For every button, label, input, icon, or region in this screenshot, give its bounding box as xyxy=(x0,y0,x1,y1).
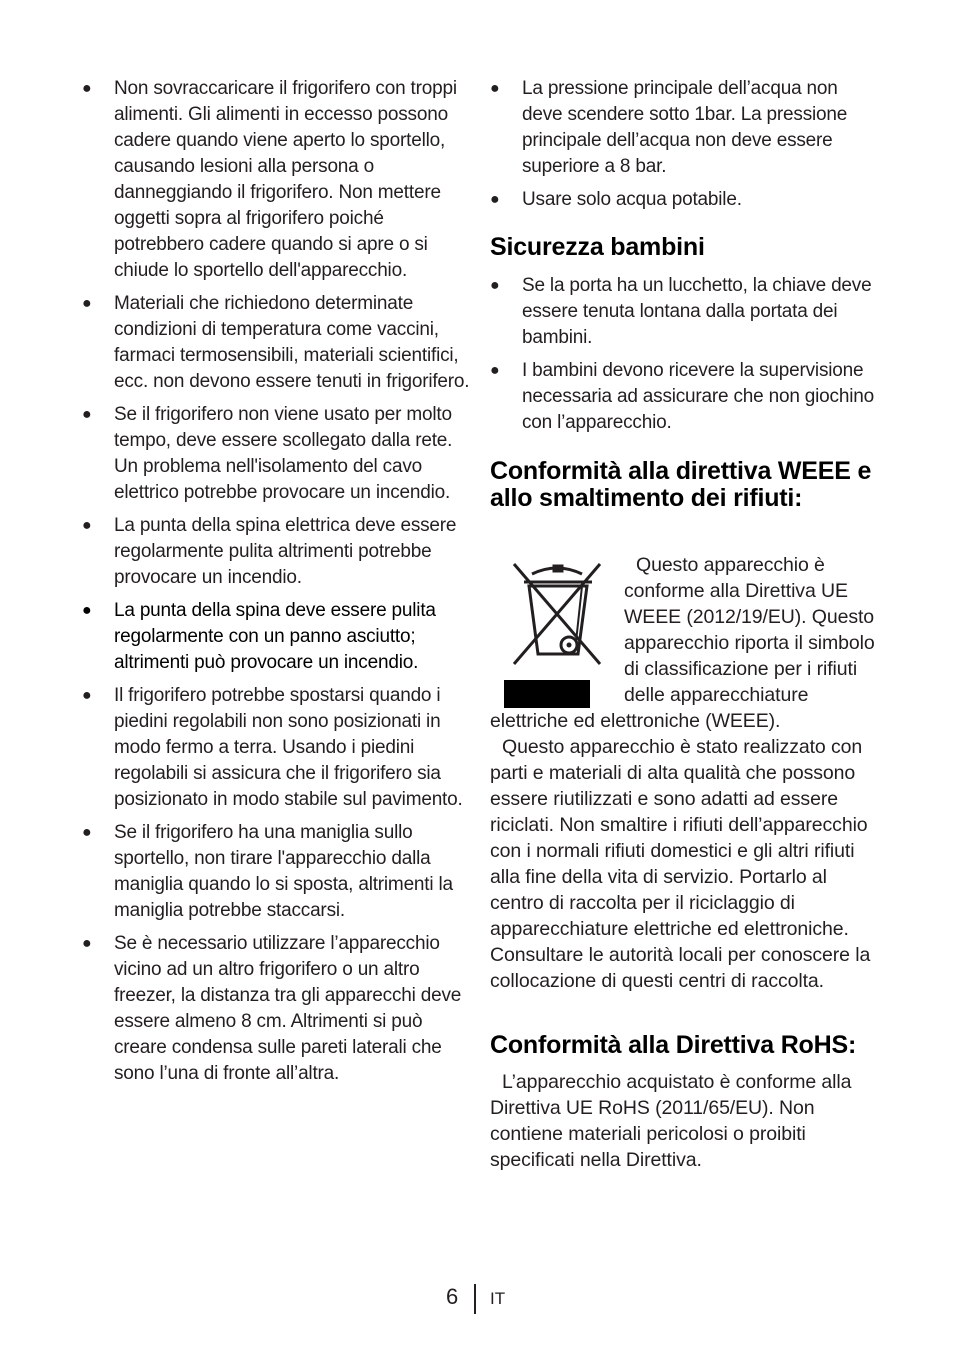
weee-heading: Conformità alla direttiva WEEE e allo smaltimento dei rifiuti: xyxy=(490,457,872,512)
bullet-icon: ● xyxy=(82,824,92,841)
list-item: ● Se è necessario utilizzare l’apparecchio vicino ad un altro frigorifero o un altro freezer, la distanza tra gli apparecchi deve essere almeno 8 cm. Altrimenti si può creare condensa sulle pareti laterali che sono l’una di fronte all’altra. xyxy=(82,933,462,1084)
water-bullet-list xyxy=(490,76,876,213)
rohs-heading: Conformità alla Direttiva RoHS: xyxy=(490,1031,857,1059)
bullet-icon: ● xyxy=(490,362,500,379)
list-item: ● Se il frigorifero ha una maniglia sullo sportello, non tirare l'apparecchio dalla maniglia quando lo si sposta, altrimenti la maniglia potrebbe staccarsi. xyxy=(82,822,453,921)
left-bullet-list xyxy=(82,76,470,1087)
left-column xyxy=(82,76,470,1094)
footer-divider xyxy=(474,1284,476,1314)
bullet-icon: ● xyxy=(82,406,92,423)
weee-paragraph-1: Questo apparecchio è conforme alla Direttiva UE WEEE (2012/19/EU). Questo apparecchio riporta il simbolo di classificazione per i rifiuti delle apparecchiature elettriche ed elettroniche (WEEE). xyxy=(490,554,875,732)
weee-paragraph-2: Questo apparecchio è stato realizzato con parti e materiali di alta qualità che possono essere riutilizzati e sono adatti ad essere riciclati. Non smaltire i rifiuti dell’apparecchio con i normali rifiuti domestici e gli altri rifiuti alla fine della vita di servizio. Portarlo al centro di raccolta per il riciclaggio di apparecchiature elettriche ed elettroniche. Consultare le autorità locali per conoscere la collocazione di questi centri di raccolta. xyxy=(490,736,871,992)
right-column xyxy=(490,76,876,1173)
bullet-icon: ● xyxy=(490,277,500,294)
list-item: ● Usare solo acqua potabile. xyxy=(490,187,876,213)
list-item: ● Il frigorifero potrebbe spostarsi quando i piedini regolabili non sono posizionati in modo fermo a terra. Usando i piedini regolabili si assicura che il frigorifero sia posizionato in modo stabile sul pavimento. xyxy=(82,685,463,810)
bullet-icon: ● xyxy=(490,191,500,208)
child-safety-heading: Sicurezza bambini xyxy=(490,233,705,261)
crossed-out-wheelie-bin-icon xyxy=(502,556,614,708)
bullet-icon: ● xyxy=(82,295,92,312)
list-item: ● I bambini devono ricevere la supervisione necessaria ad assicurare che non giochino con l’apparecchio. xyxy=(490,360,874,433)
bullet-icon: ● xyxy=(82,517,92,534)
child-safety-bullet-list xyxy=(490,273,876,436)
bullet-icon: ● xyxy=(82,602,92,619)
list-item: ● Materiali che richiedono determinate condizioni di temperatura come vaccini, farmaci termosensibili, materiali scientifici, ecc. non devono essere tenuti in frigorifero. xyxy=(82,293,470,392)
bullet-icon: ● xyxy=(490,80,500,97)
list-item: ● Non sovraccaricare il frigorifero con troppi alimenti. Gli alimenti in eccesso possono cadere quando viene aperto lo sportello, causando lesioni alla persona o danneggiando il frigorifero. Non mettere oggetti sopra al frigorifero poiché potrebbero cadere quando si apre o si chiude lo sportello dell'apparecchio. xyxy=(82,78,457,281)
page-number: 6 xyxy=(446,1284,459,1309)
language-code: IT xyxy=(490,1289,506,1308)
weee-section xyxy=(490,552,876,994)
list-item: ● La punta della spina deve essere pulita regolarmente con un panno asciutto; altrimenti può provocare un incendio. xyxy=(82,600,436,673)
list-item: ● Se il frigorifero non viene usato per molto tempo, deve essere scollegato dalla rete. Un problema nell'isolamento del cavo elettrico potrebbe provocare un incendio. xyxy=(82,404,453,503)
rohs-paragraph: L’apparecchio acquistato è conforme alla Direttiva UE RoHS (2011/65/EU). Non contiene materiali pericolosi o proibiti specificati nella Direttiva. xyxy=(490,1071,852,1171)
bullet-icon: ● xyxy=(82,935,92,952)
bullet-icon: ● xyxy=(82,687,92,704)
bullet-icon: ● xyxy=(82,80,92,97)
list-item: ● La pressione principale dell’acqua non deve scendere sotto 1bar. La pressione principale dell’acqua non deve essere superiore a 8 bar. xyxy=(490,78,848,177)
list-item: ● La punta della spina elettrica deve essere regolarmente pulita altrimenti potrebbe provocare un incendio. xyxy=(82,515,457,588)
list-item: ● Se la porta ha un lucchetto, la chiave deve essere tenuta lontana dalla portata dei bambini. xyxy=(490,275,872,348)
